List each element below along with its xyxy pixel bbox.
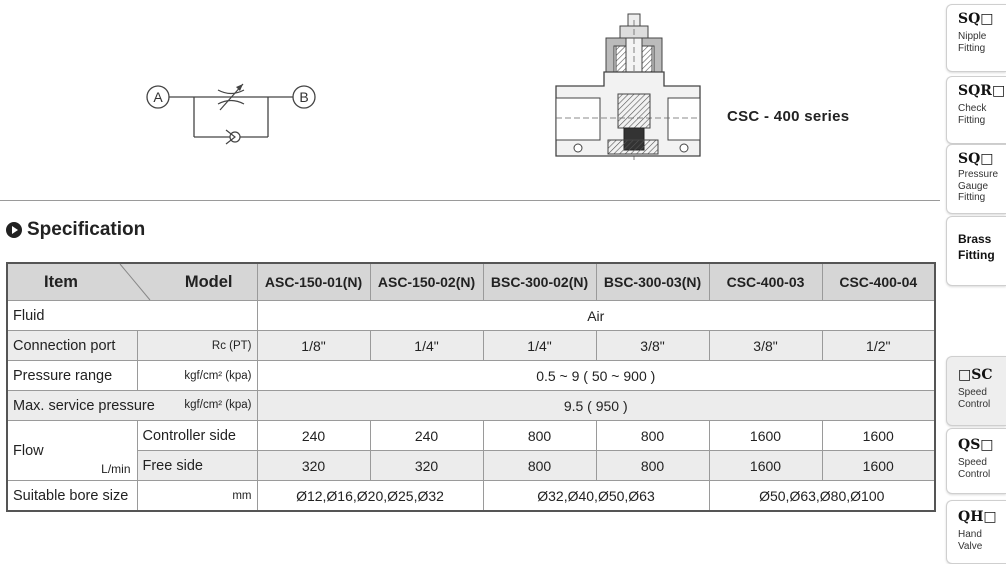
table-cell: Ø32,Ø40,Ø50,Ø63 [483, 481, 709, 512]
bore-size-label: Suitable bore size [7, 481, 137, 512]
table-cell: 3/8" [709, 331, 822, 361]
sidebar-item-speed-control-qs[interactable] [946, 428, 1006, 494]
table-cell: 1/4" [483, 331, 596, 361]
bore-size-unit: mm [137, 481, 257, 512]
sidebar-item-desc: Fitting [958, 248, 995, 262]
sidebar-item-code: □SC [958, 367, 993, 383]
speed-controller-symbol [140, 78, 330, 158]
product-category-sidebar [946, 0, 1006, 564]
flow-label-cell [7, 421, 137, 481]
pressure-range-unit: kgf/cm² (kpa) [137, 361, 257, 391]
specification-heading [6, 219, 145, 241]
table-row-flow-controller [7, 421, 935, 451]
flow-unit: L/min [101, 462, 131, 476]
table-cell: 1/8" [257, 331, 370, 361]
table-cell: 1/2" [822, 331, 935, 361]
sidebar-item-code: SQ□ [958, 151, 994, 167]
table-cell: 1600 [822, 451, 935, 481]
table-cell: 800 [596, 451, 709, 481]
max-service-pressure-value: 9.5 ( 950 ) [257, 391, 935, 421]
model-header-cell: BSC-300-03(N) [596, 263, 709, 301]
free-side-label: Free side [137, 451, 257, 481]
table-cell: 800 [596, 421, 709, 451]
fluid-label: Fluid [7, 301, 257, 331]
port-a-label: A [153, 89, 163, 105]
table-row-bore-size [7, 481, 935, 512]
controller-side-label: Controller side [137, 421, 257, 451]
connection-port-unit: Rc (PT) [137, 331, 257, 361]
table-row-max-service-pressure [7, 391, 935, 421]
table-cell: 1600 [822, 421, 935, 451]
sidebar-item-desc: Hand Valve [958, 529, 983, 552]
max-service-pressure-cell [7, 391, 257, 421]
sidebar-item-nipple-fitting[interactable] [946, 4, 1006, 72]
table-cell: 240 [257, 421, 370, 451]
max-service-pressure-label: Max. service pressure [13, 397, 155, 414]
table-header-row [7, 263, 935, 301]
fluid-value: Air [257, 301, 935, 331]
table-cell: 1600 [709, 451, 822, 481]
table-cell: 240 [370, 421, 483, 451]
specification-table [6, 262, 936, 512]
table-cell: 800 [483, 421, 596, 451]
sidebar-item-pressure-gauge-fitting[interactable] [946, 144, 1006, 214]
table-cell: 320 [370, 451, 483, 481]
table-cell: 3/8" [596, 331, 709, 361]
table-cell: 320 [257, 451, 370, 481]
play-bullet-icon [6, 222, 22, 238]
table-row-pressure-range [7, 361, 935, 391]
series-label: CSC - 400 series [727, 108, 850, 125]
model-header-cell: ASC-150-01(N) [257, 263, 370, 301]
sidebar-item-desc: Check Fitting [958, 103, 987, 126]
sidebar-item-desc: Pressure Gauge Fitting [958, 169, 999, 203]
sidebar-item-desc: Speed Control [958, 457, 991, 480]
sidebar-item-desc: Nipple Fitting [958, 31, 987, 54]
table-cell: Ø50,Ø63,Ø80,Ø100 [709, 481, 935, 512]
specification-heading-text: Specification [27, 219, 146, 240]
sidebar-item-desc: Speed Control [958, 387, 991, 410]
flow-label: Flow [13, 442, 44, 459]
table-row-connection-port [7, 331, 935, 361]
table-cell: 1600 [709, 421, 822, 451]
model-header-cell: BSC-300-02(N) [483, 263, 596, 301]
sidebar-item-code: SQ□ [958, 11, 994, 27]
sidebar-item-code: QH□ [958, 509, 997, 525]
model-header-cell: ASC-150-02(N) [370, 263, 483, 301]
model-header-cell: CSC-400-03 [709, 263, 822, 301]
table-cell: 800 [483, 451, 596, 481]
sidebar-item-hand-valve[interactable] [946, 500, 1006, 564]
sidebar-item-code: Brass [958, 232, 992, 246]
max-service-pressure-unit: kgf/cm² (kpa) [184, 399, 252, 411]
sidebar-item-code: QS□ [958, 437, 994, 453]
sidebar-item-speed-control-sc[interactable] [946, 356, 1006, 426]
sidebar-item-code: SQR□ [958, 83, 1006, 99]
sidebar-item-brass-fitting[interactable] [946, 216, 1006, 286]
connection-port-label: Connection port [7, 331, 137, 361]
model-header-cell: CSC-400-04 [822, 263, 935, 301]
table-cell: 1/4" [370, 331, 483, 361]
table-cell: Ø12,Ø16,Ø20,Ø25,Ø32 [257, 481, 483, 512]
pressure-range-label: Pressure range [7, 361, 137, 391]
model-header: Model [184, 273, 233, 291]
section-divider [0, 200, 940, 201]
valve-cross-section-drawing [548, 10, 708, 165]
item-header: Item [44, 273, 78, 291]
sidebar-item-check-fitting[interactable] [946, 76, 1006, 144]
item-model-header-cell [7, 263, 257, 301]
pressure-range-value: 0.5 ~ 9 ( 50 ~ 900 ) [257, 361, 935, 391]
table-row-flow-free [7, 451, 935, 481]
table-row-fluid [7, 301, 935, 331]
port-b-label: B [299, 89, 309, 105]
